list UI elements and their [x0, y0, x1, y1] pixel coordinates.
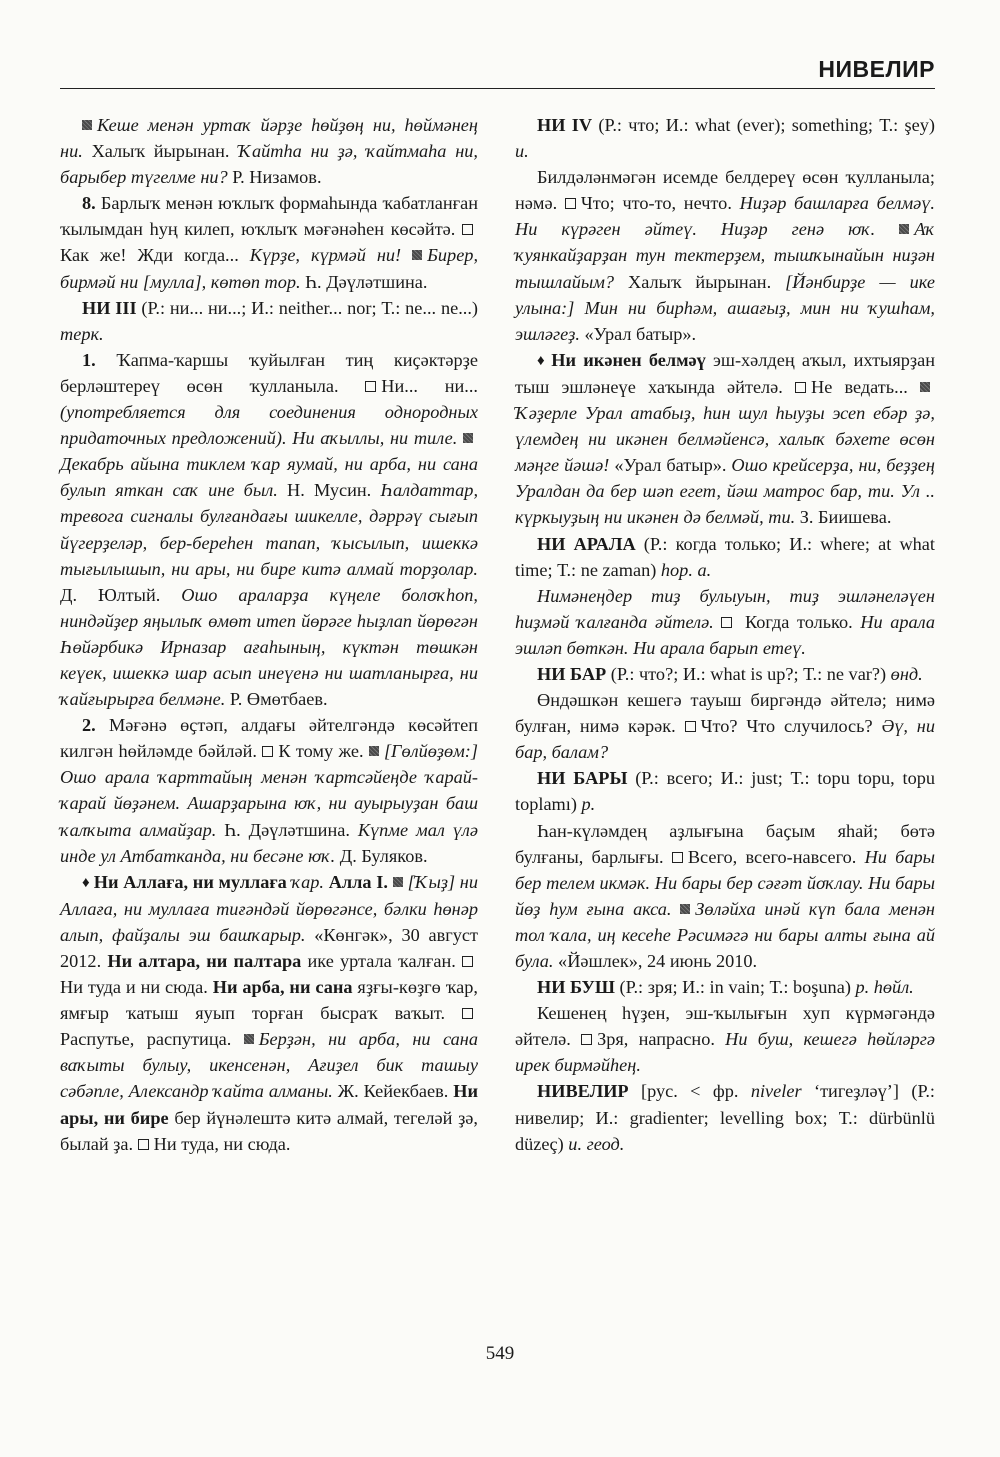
- entry-paragraph: 1. Ҡапма-ҡаршы ҡуйылған тиң киҫәктәрҙе берләштереү өсөн ҡулланыла. Ни... ни... (употребляется для соединения однородных придаточных предложений). Ни аҡыллы, ни тиле. Декабрь айына тиклем ҡар яумай, ни арба, ни сана булып яткан саҡ ине был. Н. Мусин. Һалдаттар, тревога сигналы булғандағы шикелле, дәррәү сығып йүгерҙеләр, бер-береһен тапап, ҡысылып, ишеккә тығылышып, ни ары, ни бире китә алмай торҙолар. Д. Юлтый. Ошо араларҙа күңеле болоҡһоп, ниндәйҙер яңылыҡ өмөт итеп йөрәге һыҙлап йөрөгән Һөйәрбикә Ирназар ағаһының, күктән төшкән кеүек, ишеккә шар асып инеүенә ни шатланырға, ни ҡайғырырға белмәне. Р. Өмөтбаев.: [60, 349, 479, 710]
- entry-paragraph: Һан-күләмдең аҙлығына баҫым яһай; бөтә булғаны, барлығы. Всего, всего-навсего. Ни бары бер телем икмәк. Ни бары бер сәғәт йоҡлау. Ни бары йөҙ һум ғына акса. Зөләйха инәй күп бала менән тол ҡала, иң кесеһе Рәсимәгә ни бары алты ғына ай була. «Йәшлек», 24 июнь 2010.: [515, 820, 936, 971]
- idiom-entry: ♦ Ни икәнен белмәү эш-хәлдең аҡыл, ихтыярҙан тыш эшләнеүе хаҡында әйтелә. Не ведать... Ҡәҙерле Урал атабыҙ, һин шул һыуҙы эсеп ебәр ҙә, үлемдең ни икәнен белмәйенсә, халыҡ бәхете өсөн мәңге йәшә! «Урал батыр». Ошо крейсерҙа, ни, беҙҙең Уралдан да бер шәп егет, йәш матрос бар, ти. Ул .. күркыуҙың ни икәнен дә белмәй, ти. З. Биишева.: [515, 349, 936, 528]
- headword: НИВЕЛИР: [537, 1081, 629, 1102]
- example-marker-icon: [244, 1034, 254, 1044]
- headword: НИ БАР: [537, 663, 607, 684]
- entry-paragraph: 8. Барлыҡ менән юҡлыҡ формаһында ҡабатланған ҡылымдан һуң килеп, юҡлыҡ мәғәнәһен көсәйтә. Как же! Жди когда... Күрҙе, күрмәй ни! Бирер, бирмәй ни [мулла], көтөп тор. Һ. Дәүләтшина.: [60, 193, 479, 292]
- running-head-word: НИВЕЛИР: [818, 56, 935, 82]
- headword-entry: НИ АРАЛА (Р.: когда только; И.: where; at what time; Т.: ne zaman) һор. а.: [515, 533, 935, 580]
- right-column: [515, 112, 935, 1157]
- headword-entry: НИ IV (Р.: что; И.: what (ever); something; Т.: şey) и.: [515, 115, 935, 162]
- translation-marker-icon: [795, 382, 806, 393]
- entry-paragraph: Нимәнеңдер тиҙ булыуын, тиҙ эшләнеләүен һиҙмәй ҡалғанда әйтелә. Когда только. Ни арала эшләп бөткән. Ни арала барып етеү.: [515, 585, 935, 658]
- headword-entry: НИ БАР (Р.: что?; И.: what is up?; Т.: ne var?) өнд.: [537, 663, 923, 684]
- headword: НИ БАРЫ: [537, 768, 628, 789]
- translation-marker-icon: [262, 746, 273, 757]
- example-marker-icon: [412, 250, 422, 260]
- headword: НИ IV: [537, 115, 593, 135]
- left-column: [60, 112, 478, 1157]
- headword: НИ АРАЛА: [537, 533, 636, 554]
- idiom-diamond-icon: ♦: [537, 352, 548, 369]
- example-marker-icon: [680, 904, 690, 914]
- example-marker-icon: [393, 877, 403, 887]
- example-marker-icon: [369, 746, 379, 756]
- translation-marker-icon: [462, 1008, 473, 1019]
- translation-marker-icon: [565, 198, 576, 209]
- translation-marker-icon: [462, 224, 473, 235]
- entry-paragraph: Өндәшкән кешегә тауыш биргәндә әйтелә; нимә булған, нимә кәрәк. Что? Что случилось? Әү, ни бар, балам?: [515, 690, 935, 763]
- example-marker-icon: [82, 120, 92, 130]
- entry-paragraph: Кешенең һүҙен, эш-ҡылығын хуп күрмәгәндә әйтелә. Зря, напрасно. Ни буш, кешегә һөйләргә ирек бирмәйһең.: [515, 1003, 935, 1076]
- example-marker-icon: [899, 224, 909, 234]
- translation-marker-icon: [138, 1139, 149, 1150]
- translation-marker-icon: [672, 852, 683, 863]
- headword-entry: НИВЕЛИР [рус. < фр. niveler ‘тигеҙләү’] (Р.: нивелир; И.: gradienter; levelling box; Т.: dürbünlü düzeç) и. геод.: [515, 1081, 935, 1154]
- running-header: [60, 56, 935, 89]
- entry-paragraph: Кеше менән уртаҡ йәрҙе һөйҙөң ни, һөймәнең ни. Халыҡ йырынан. Ҡайтһа ни ҙә, ҡайтмаһа ни, барыбер түгелме ни? Р. Низамов.: [60, 115, 478, 188]
- entry-paragraph: 2. Мәғәнә өҫтәп, алдағы әйтелгәндә көсәйтеп килгән һөйләмде бәйләй. К тому же. [Гөлйөҙөм:] Ошо арала ҡарттайың менән ҡартсәйеңде ҡарай-ҡарай йөҙәнем. Ашарҙарына юҡ, ни ауырыуҙан баш ҡалҡыта алмайҙар. Һ. Дәүләтшина. Күпме мал үлә инде ул Атбатканда, ни бесәне юҡ. Д. Буляков.: [60, 715, 478, 866]
- translation-marker-icon: [685, 721, 696, 732]
- idiom-diamond-icon: ♦: [82, 874, 90, 891]
- example-marker-icon: [463, 433, 473, 443]
- example-marker-icon: [920, 382, 930, 392]
- translation-marker-icon: [581, 1034, 592, 1045]
- headword-entry: НИ БАРЫ (Р.: всего; И.: just; Т.: topu topu, topu toplamı) р.: [515, 768, 935, 815]
- translation-marker-icon: [365, 381, 376, 392]
- translation-marker-icon: [721, 617, 732, 628]
- headword: НИ БУШ: [537, 977, 615, 998]
- idiom-entry: ♦ Ни Аллаға, ни муллаға ҡар. Алла I. [Ҡыҙ] ни Аллаға, ни муллаға тиғәндәй йөрөгәнсе, бәлки һөнәр алып, файҙалы эш башҡарыр. «Көнгәк», 30 август 2012. Ни алтара, ни палтара ике уртала ҡалған. Ни туда и ни сюда. Ни арба, ни сана яҙғы-көҙгө ҡар, ямғыр ҡатыш яуып торған бысраҡ ваҡыт. Распутье, распутица. Берҙән, ни арба, ни сана ваҡыты булыу, икенсенән, Ағиҙел бик ташыу сәбәпле, Александр ҡайта алманы. Ж. Кейекбаев. Ни ары, ни бире бер йүнәлештә китә алмай, тегеләй ҙә, былай ҙа. Ни туда, ни сюда.: [60, 871, 479, 1154]
- headword-entry: НИ III (Р.: ни... ни...; И.: neither... nor; Т.: ne... ne...) терк.: [60, 297, 478, 344]
- headword-entry: НИ БУШ (Р.: зря; И.: in vain; Т.: boşuna) р. һөйл.: [537, 977, 914, 998]
- entry-paragraph: Билдәләнмәгән исемде белдереү өсөн ҡулланыла; нәмә. Что; что-то, нечто. Ниҙәр башларға белмәү. Ни күрәген әйтеү. Ниҙәр генә юҡ. Аҡ ҡуянкайҙарҙан тун тектерҙем, тышҡынайын ниҙән тышлайым? Халыҡ йырынан. [Йәнбирҙе — ике улына:] Мин ни бирһәм, ашағыҙ, мин ни ҡушһам, эшләгеҙ. «Урал батыр».: [515, 167, 936, 344]
- headword: НИ III: [82, 297, 137, 318]
- translation-marker-icon: [462, 956, 473, 967]
- page-number: 549: [485, 1343, 515, 1364]
